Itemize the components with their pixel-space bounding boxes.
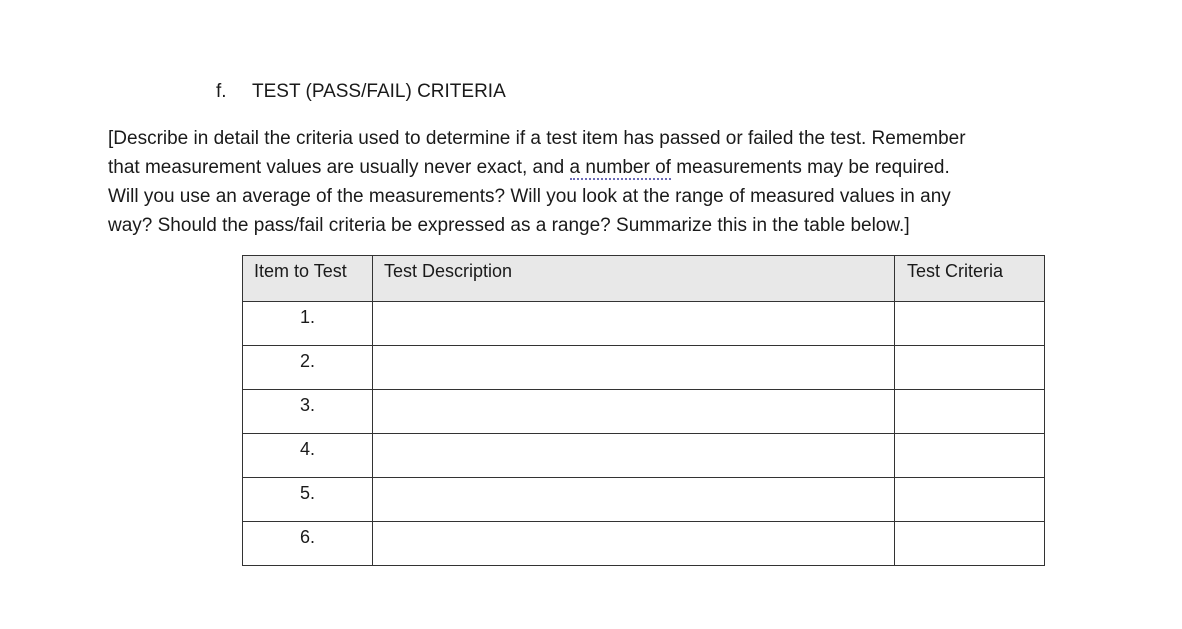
table-row [243, 522, 1045, 566]
table-header-row [243, 256, 1045, 302]
item-number-cell[interactable]: 2. [243, 346, 373, 390]
instructions-line-2-start: that measurement values are usually never exact, and [108, 157, 570, 178]
description-cell[interactable] [373, 390, 895, 434]
section-heading [216, 81, 506, 103]
description-cell[interactable] [373, 478, 895, 522]
criteria-cell[interactable] [895, 346, 1045, 390]
item-number-cell[interactable]: 5. [243, 478, 373, 522]
criteria-cell[interactable] [895, 390, 1045, 434]
item-number-cell[interactable]: 3. [243, 390, 373, 434]
criteria-cell[interactable] [895, 478, 1045, 522]
header-test-description[interactable]: Test Description [373, 256, 895, 302]
criteria-cell[interactable] [895, 302, 1045, 346]
test-criteria-table [242, 255, 1045, 566]
instructions-line-2 [108, 153, 1048, 182]
instructions-line-4: way? Should the pass/fail criteria be expressed as a range? Summarize this in the table below.] [108, 215, 910, 236]
description-cell[interactable] [373, 434, 895, 478]
table-row [243, 390, 1045, 434]
criteria-cell[interactable] [895, 434, 1045, 478]
description-cell[interactable] [373, 346, 895, 390]
instructions-line-1: [Describe in detail the criteria used to determine if a test item has passed or failed the test. Remember [108, 128, 966, 149]
table-row [243, 434, 1045, 478]
section-number: f. [216, 81, 227, 102]
instructions-line-3: Will you use an average of the measurements? Will you look at the range of measured values in any [108, 186, 951, 207]
criteria-cell[interactable] [895, 522, 1045, 566]
header-item-to-test[interactable]: Item to Test [243, 256, 373, 302]
table-row [243, 478, 1045, 522]
description-cell[interactable] [373, 302, 895, 346]
grammar-flag-phrase[interactable]: a number of [569, 157, 671, 178]
item-number-cell[interactable]: 6. [243, 522, 373, 566]
table-row [243, 346, 1045, 390]
section-title: TEST (PASS/FAIL) CRITERIA [252, 81, 506, 102]
item-number-cell[interactable]: 4. [243, 434, 373, 478]
instructions-paragraph[interactable] [108, 124, 1048, 240]
item-number-cell[interactable]: 1. [243, 302, 373, 346]
instructions-line-2-end: measurements may be required. [670, 157, 950, 178]
description-cell[interactable] [373, 522, 895, 566]
table-row [243, 302, 1045, 346]
header-test-criteria[interactable]: Test Criteria [895, 256, 1045, 302]
